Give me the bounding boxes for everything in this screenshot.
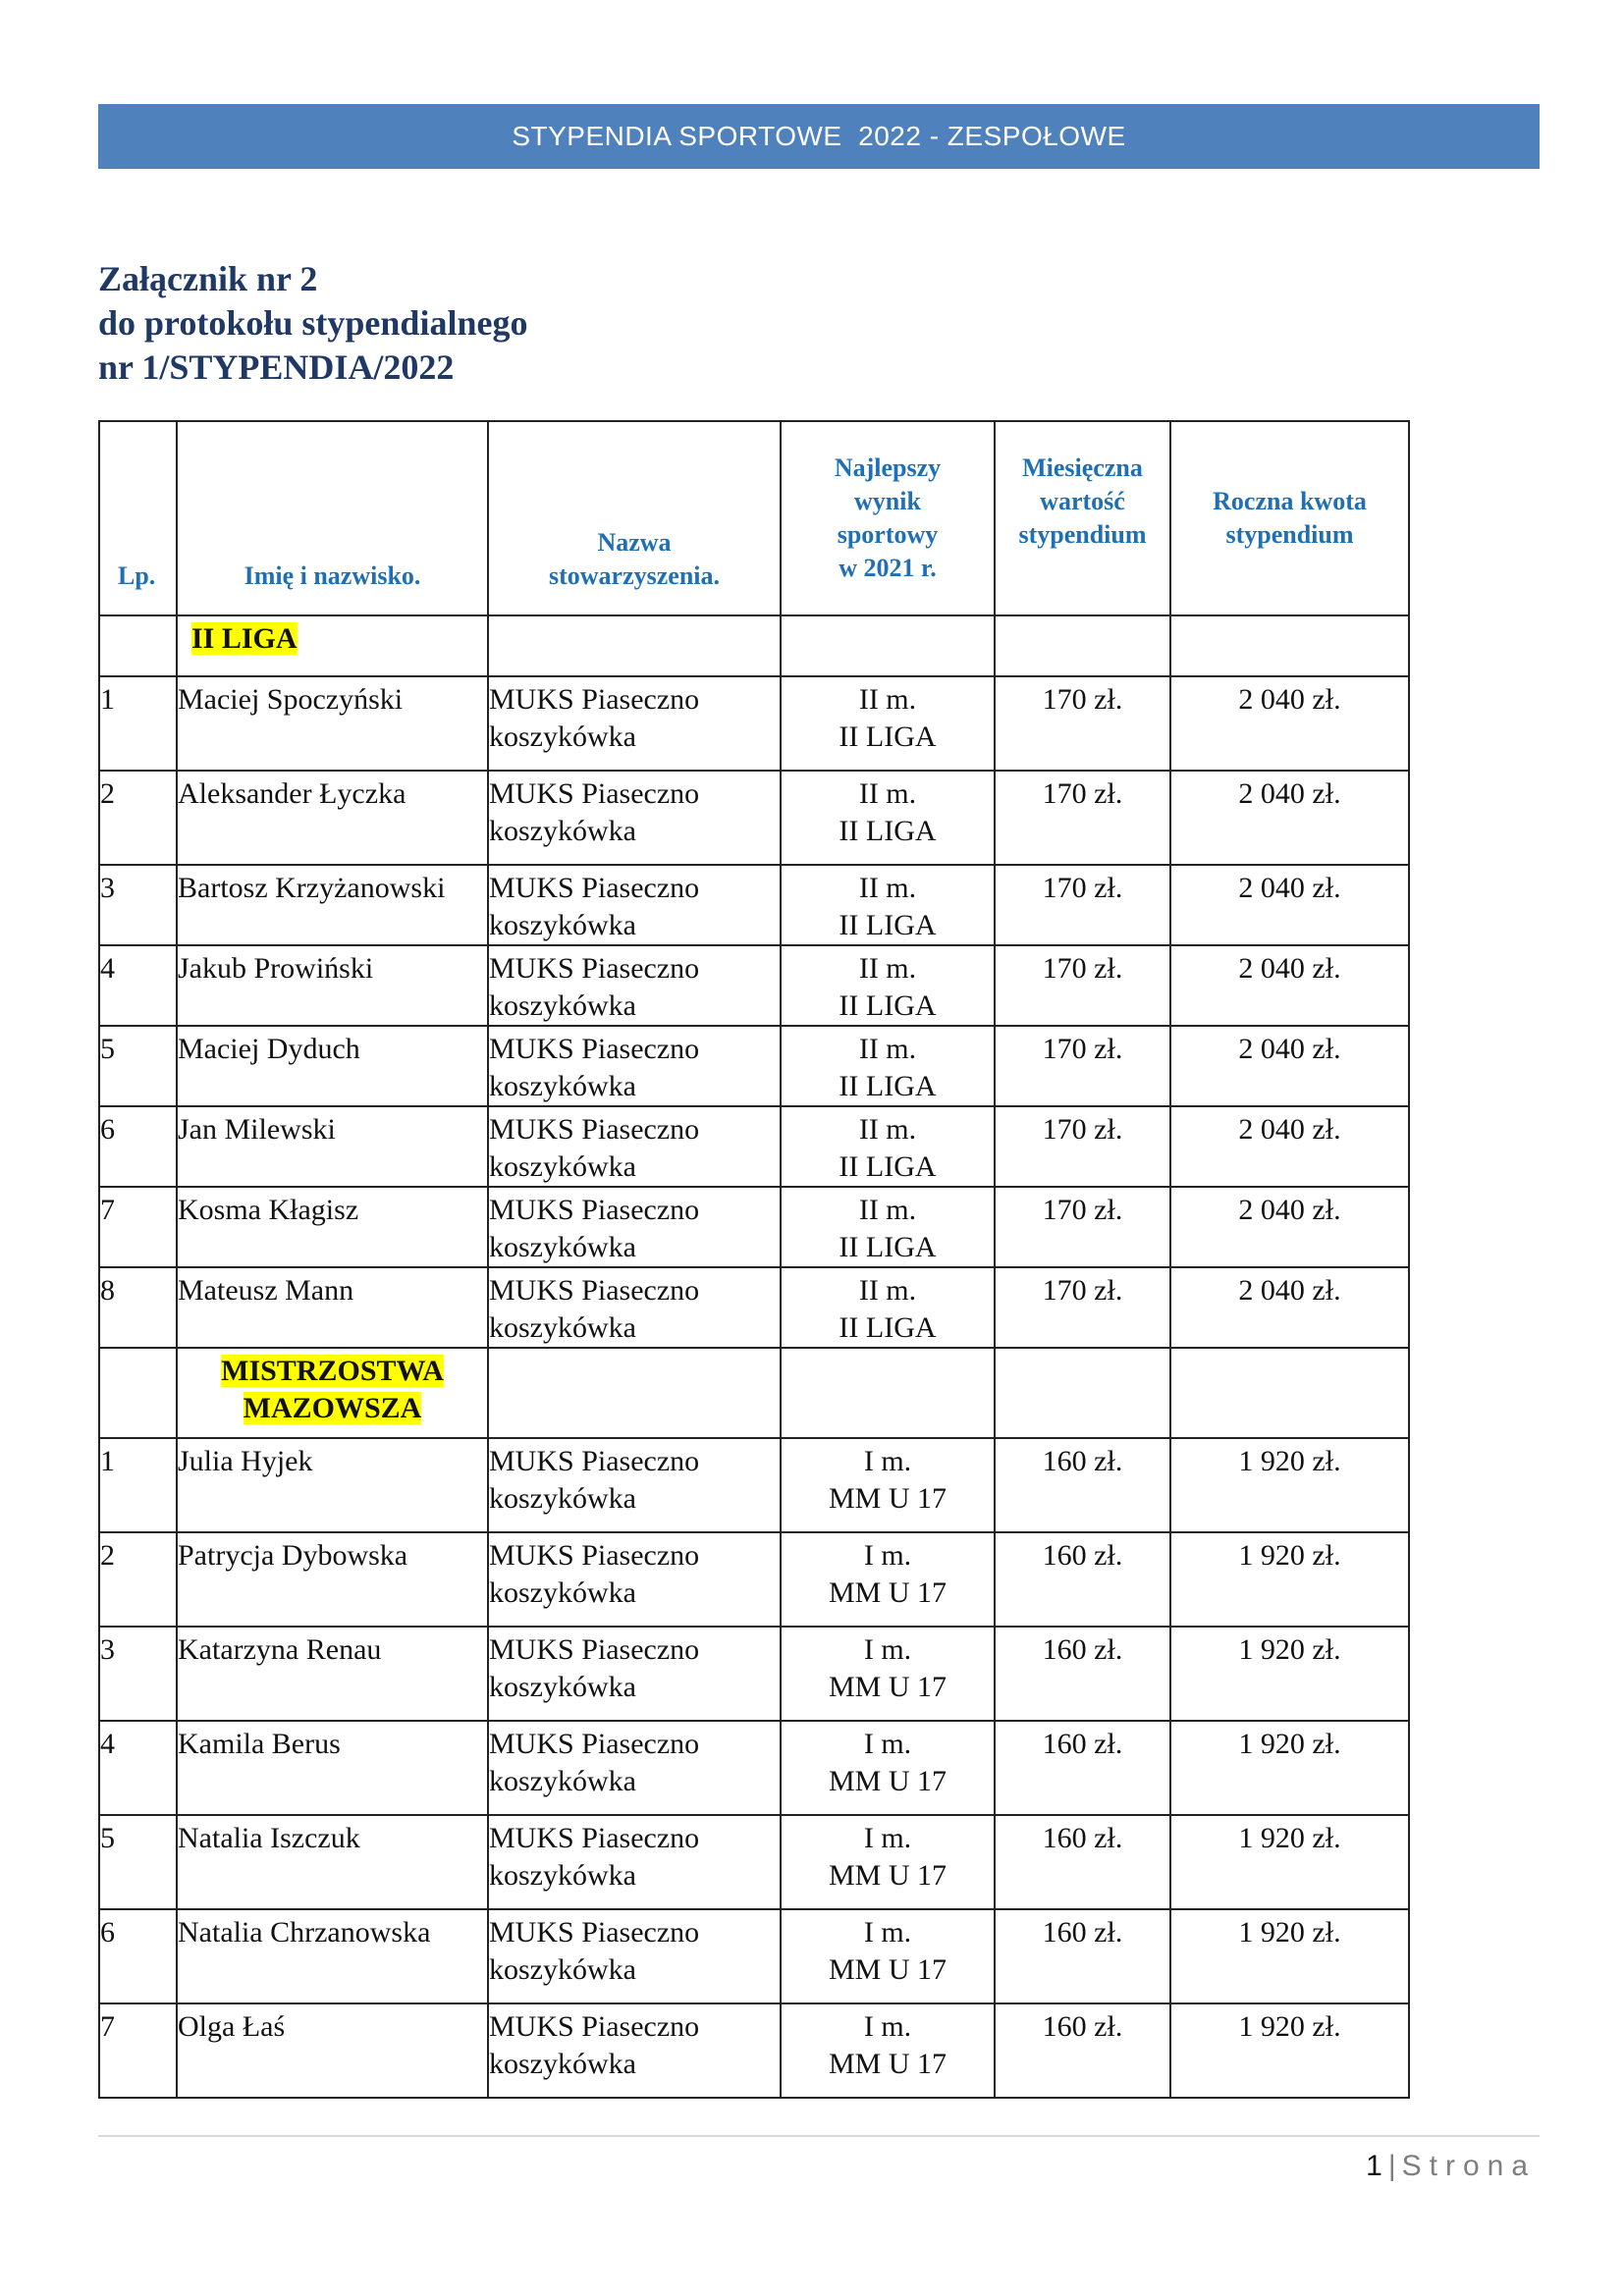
cell-monthly: 160 zł. <box>995 1721 1170 1815</box>
cell-name: Natalia Iszczuk <box>177 1815 488 1909</box>
cell-monthly: 170 zł. <box>995 865 1170 945</box>
section-empty-cell <box>781 1348 995 1438</box>
cell-annual: 2 040 zł. <box>1170 865 1409 945</box>
table-row <box>99 1532 1409 1627</box>
cell-monthly: 160 zł. <box>995 1532 1170 1627</box>
table-row <box>99 865 1409 945</box>
cell-name: Olga Łaś <box>177 2003 488 2098</box>
cell-lp: 3 <box>99 865 177 945</box>
cell-name: Aleksander Łyczka <box>177 771 488 865</box>
cell-club <box>488 676 781 771</box>
club-line-1: MUKS Piaseczno <box>489 1274 700 1307</box>
result-line-1: II m. <box>858 1274 917 1307</box>
cell-club <box>488 1627 781 1721</box>
result-line-1: II m. <box>858 1033 917 1065</box>
cell-result <box>781 1815 995 1909</box>
cell-name: Jan Milewski <box>177 1106 488 1187</box>
cell-lp: 8 <box>99 1267 177 1348</box>
club-line-1: MUKS Piaseczno <box>489 1822 700 1854</box>
header-annual-line-1: Roczna kwota <box>1213 487 1367 515</box>
cell-lp: 4 <box>99 1721 177 1815</box>
cell-name: Mateusz Mann <box>177 1267 488 1348</box>
result-line-1: I m. <box>863 1539 912 1572</box>
header-name: Imię i nazwisko. <box>177 421 488 615</box>
club-line-2: koszykówka <box>489 989 636 1022</box>
result-line-1: II m. <box>858 1194 917 1226</box>
club-line-2: koszykówka <box>489 2048 636 2080</box>
cell-result <box>781 1187 995 1267</box>
cell-result <box>781 2003 995 2098</box>
result-line-2: MM U 17 <box>828 1953 947 1986</box>
document-heading <box>98 257 527 390</box>
cell-club <box>488 771 781 865</box>
section-label-line-2: MAZOWSZA <box>243 1392 422 1424</box>
cell-club <box>488 1267 781 1348</box>
header-result-line-4: w 2021 r. <box>839 554 937 582</box>
header-club <box>488 421 781 615</box>
page-word: Strona <box>1401 2150 1536 2182</box>
cell-annual: 2 040 zł. <box>1170 676 1409 771</box>
table-row <box>99 676 1409 771</box>
section-label-line-1: MISTRZOSTWA <box>221 1355 444 1387</box>
club-line-2: koszykówka <box>489 1671 636 1703</box>
section-row-ii-liga <box>99 615 1409 676</box>
cell-club <box>488 1438 781 1532</box>
result-line-2: MM U 17 <box>828 2048 947 2080</box>
cell-monthly: 160 zł. <box>995 1815 1170 1909</box>
cell-lp: 5 <box>99 1026 177 1106</box>
cell-result <box>781 1532 995 1627</box>
header-monthly <box>995 421 1170 615</box>
header-result-line-1: Najlepszy <box>834 454 942 482</box>
cell-monthly: 170 zł. <box>995 1267 1170 1348</box>
footer-divider <box>98 2135 1540 2137</box>
cell-annual: 1 920 zł. <box>1170 1438 1409 1532</box>
result-line-2: MM U 17 <box>828 1859 947 1892</box>
cell-annual: 1 920 zł. <box>1170 1721 1409 1815</box>
result-line-2: II LIGA <box>839 989 937 1022</box>
club-line-2: koszykówka <box>489 1765 636 1797</box>
page-number: 1 <box>1366 2150 1382 2182</box>
banner-title: STYPENDIA SPORTOWE 2022 - ZESPOŁOWE <box>512 121 1126 151</box>
section-empty-cell <box>1170 1348 1409 1438</box>
cell-club <box>488 945 781 1026</box>
cell-name: Maciej Spoczyński <box>177 676 488 771</box>
cell-monthly: 170 zł. <box>995 771 1170 865</box>
result-line-1: II m. <box>858 777 917 810</box>
cell-name: Maciej Dyduch <box>177 1026 488 1106</box>
footer-separator: | <box>1387 2150 1396 2182</box>
cell-annual: 1 920 zł. <box>1170 1909 1409 2003</box>
cell-annual: 2 040 zł. <box>1170 1187 1409 1267</box>
cell-monthly: 170 zł. <box>995 1026 1170 1106</box>
cell-annual: 2 040 zł. <box>1170 771 1409 865</box>
table-row <box>99 1187 1409 1267</box>
result-line-2: II LIGA <box>839 909 937 941</box>
result-line-2: II LIGA <box>839 1311 937 1344</box>
header-club-line-2: stowarzyszenia. <box>548 561 720 590</box>
table-row <box>99 1721 1409 1815</box>
section-label-cell <box>177 615 488 676</box>
cell-annual: 2 040 zł. <box>1170 945 1409 1026</box>
cell-name: Katarzyna Renau <box>177 1627 488 1721</box>
table-row <box>99 945 1409 1026</box>
club-line-1: MUKS Piaseczno <box>489 1633 700 1666</box>
cell-result <box>781 1026 995 1106</box>
cell-name: Kamila Berus <box>177 1721 488 1815</box>
section-empty-cell <box>995 615 1170 676</box>
cell-lp: 6 <box>99 1106 177 1187</box>
cell-lp: 6 <box>99 1909 177 2003</box>
result-line-1: I m. <box>863 1822 912 1854</box>
cell-club <box>488 2003 781 2098</box>
section-label-cell <box>177 1348 488 1438</box>
result-line-2: II LIGA <box>839 1070 937 1102</box>
cell-result <box>781 771 995 865</box>
header-club-line-1: Nazwa <box>597 528 672 557</box>
result-line-1: II m. <box>858 952 917 985</box>
cell-club <box>488 1106 781 1187</box>
cell-result <box>781 1627 995 1721</box>
cell-lp: 1 <box>99 1438 177 1532</box>
cell-name: Patrycja Dybowska <box>177 1532 488 1627</box>
cell-lp: 3 <box>99 1627 177 1721</box>
table-row <box>99 1106 1409 1187</box>
club-line-2: koszykówka <box>489 1231 636 1263</box>
header-result-line-2: wynik <box>854 487 921 515</box>
result-line-2: II LIGA <box>839 815 937 847</box>
club-line-2: koszykówka <box>489 909 636 941</box>
header-result-line-3: sportowy <box>837 520 939 549</box>
cell-monthly: 170 zł. <box>995 1106 1170 1187</box>
cell-result <box>781 1438 995 1532</box>
cell-name: Julia Hyjek <box>177 1438 488 1532</box>
club-line-2: koszykówka <box>489 1859 636 1892</box>
header-monthly-line-3: stypendium <box>1018 520 1147 549</box>
result-line-1: II m. <box>858 872 917 904</box>
result-line-2: II LIGA <box>839 1231 937 1263</box>
club-line-1: MUKS Piaseczno <box>489 1916 700 1949</box>
club-line-2: koszykówka <box>489 721 636 753</box>
club-line-2: koszykówka <box>489 1070 636 1102</box>
cell-annual: 2 040 zł. <box>1170 1106 1409 1187</box>
club-line-2: koszykówka <box>489 1482 636 1515</box>
table-row <box>99 2003 1409 2098</box>
table-header-row <box>99 421 1409 615</box>
club-line-2: koszykówka <box>489 1150 636 1183</box>
cell-annual: 1 920 zł. <box>1170 2003 1409 2098</box>
table-row <box>99 1438 1409 1532</box>
cell-name: Kosma Kłagisz <box>177 1187 488 1267</box>
cell-result <box>781 1106 995 1187</box>
result-line-1: II m. <box>858 683 917 716</box>
cell-monthly: 160 zł. <box>995 1438 1170 1532</box>
heading-line-3: nr 1/STYPENDIA/2022 <box>98 347 455 387</box>
section-empty-cell <box>995 1348 1170 1438</box>
cell-name: Jakub Prowiński <box>177 945 488 1026</box>
cell-monthly: 160 zł. <box>995 1909 1170 2003</box>
result-line-1: I m. <box>863 1728 912 1760</box>
section-empty-cell <box>1170 615 1409 676</box>
cell-club <box>488 1815 781 1909</box>
result-line-2: MM U 17 <box>828 1576 947 1609</box>
header-annual <box>1170 421 1409 615</box>
cell-lp: 7 <box>99 1187 177 1267</box>
result-line-2: MM U 17 <box>828 1671 947 1703</box>
cell-monthly: 160 zł. <box>995 2003 1170 2098</box>
cell-result <box>781 676 995 771</box>
club-line-1: MUKS Piaseczno <box>489 1728 700 1760</box>
cell-monthly: 170 zł. <box>995 676 1170 771</box>
cell-annual: 1 920 zł. <box>1170 1532 1409 1627</box>
table-row <box>99 1627 1409 1721</box>
cell-annual: 1 920 zł. <box>1170 1815 1409 1909</box>
section-empty-cell <box>488 615 781 676</box>
cell-monthly: 160 zł. <box>995 1627 1170 1721</box>
cell-lp: 5 <box>99 1815 177 1909</box>
cell-name: Bartosz Krzyżanowski <box>177 865 488 945</box>
club-line-2: koszykówka <box>489 815 636 847</box>
club-line-1: MUKS Piaseczno <box>489 872 700 904</box>
result-line-2: II LIGA <box>839 721 937 753</box>
table-row <box>99 1909 1409 2003</box>
cell-lp: 7 <box>99 2003 177 2098</box>
heading-line-1: Załącznik nr 2 <box>98 259 318 298</box>
cell-club <box>488 1026 781 1106</box>
club-line-1: MUKS Piaseczno <box>489 1445 700 1477</box>
table-row <box>99 1026 1409 1106</box>
club-line-2: koszykówka <box>489 1953 636 1986</box>
heading-line-2: do protokołu stypendialnego <box>98 303 528 343</box>
cell-result <box>781 1267 995 1348</box>
club-line-1: MUKS Piaseczno <box>489 952 700 985</box>
cell-lp: 4 <box>99 945 177 1026</box>
cell-monthly: 170 zł. <box>995 945 1170 1026</box>
cell-club <box>488 1721 781 1815</box>
result-line-2: MM U 17 <box>828 1482 947 1515</box>
club-line-1: MUKS Piaseczno <box>489 777 700 810</box>
section-empty-cell <box>488 1348 781 1438</box>
cell-club <box>488 1909 781 2003</box>
section-empty-cell <box>99 615 177 676</box>
header-annual-line-2: stypendium <box>1225 520 1354 549</box>
table-row <box>99 1815 1409 1909</box>
cell-annual: 2 040 zł. <box>1170 1026 1409 1106</box>
club-line-1: MUKS Piaseczno <box>489 1113 700 1146</box>
cell-name: Natalia Chrzanowska <box>177 1909 488 2003</box>
result-line-1: I m. <box>863 2010 912 2043</box>
cell-lp: 1 <box>99 676 177 771</box>
cell-club <box>488 865 781 945</box>
document-banner <box>98 104 1540 169</box>
result-line-2: II LIGA <box>839 1150 937 1183</box>
result-line-1: I m. <box>863 1916 912 1949</box>
cell-result <box>781 1721 995 1815</box>
header-monthly-line-1: Miesięczna <box>1022 454 1143 482</box>
result-line-1: I m. <box>863 1633 912 1666</box>
cell-annual: 2 040 zł. <box>1170 1267 1409 1348</box>
header-monthly-line-2: wartość <box>1040 487 1125 515</box>
club-line-1: MUKS Piaseczno <box>489 683 700 716</box>
result-line-1: I m. <box>863 1445 912 1477</box>
club-line-1: MUKS Piaseczno <box>489 2010 700 2043</box>
club-line-1: MUKS Piaseczno <box>489 1033 700 1065</box>
cell-annual: 1 920 zł. <box>1170 1627 1409 1721</box>
scholarship-table <box>98 420 1410 2099</box>
section-empty-cell <box>99 1348 177 1438</box>
header-result <box>781 421 995 615</box>
cell-lp: 2 <box>99 1532 177 1627</box>
result-line-2: MM U 17 <box>828 1765 947 1797</box>
cell-result <box>781 1909 995 2003</box>
section-row-mistrzostwa <box>99 1348 1409 1438</box>
cell-monthly: 170 zł. <box>995 1187 1170 1267</box>
section-empty-cell <box>781 615 995 676</box>
table-row <box>99 771 1409 865</box>
cell-club <box>488 1532 781 1627</box>
result-line-1: II m. <box>858 1113 917 1146</box>
page-footer <box>1366 2150 1536 2183</box>
cell-result <box>781 865 995 945</box>
section-label-ii-liga: II LIGA <box>191 622 298 655</box>
table-row <box>99 1267 1409 1348</box>
header-lp: Lp. <box>99 421 177 615</box>
cell-lp: 2 <box>99 771 177 865</box>
club-line-2: koszykówka <box>489 1311 636 1344</box>
club-line-2: koszykówka <box>489 1576 636 1609</box>
cell-club <box>488 1187 781 1267</box>
club-line-1: MUKS Piaseczno <box>489 1194 700 1226</box>
club-line-1: MUKS Piaseczno <box>489 1539 700 1572</box>
cell-result <box>781 945 995 1026</box>
